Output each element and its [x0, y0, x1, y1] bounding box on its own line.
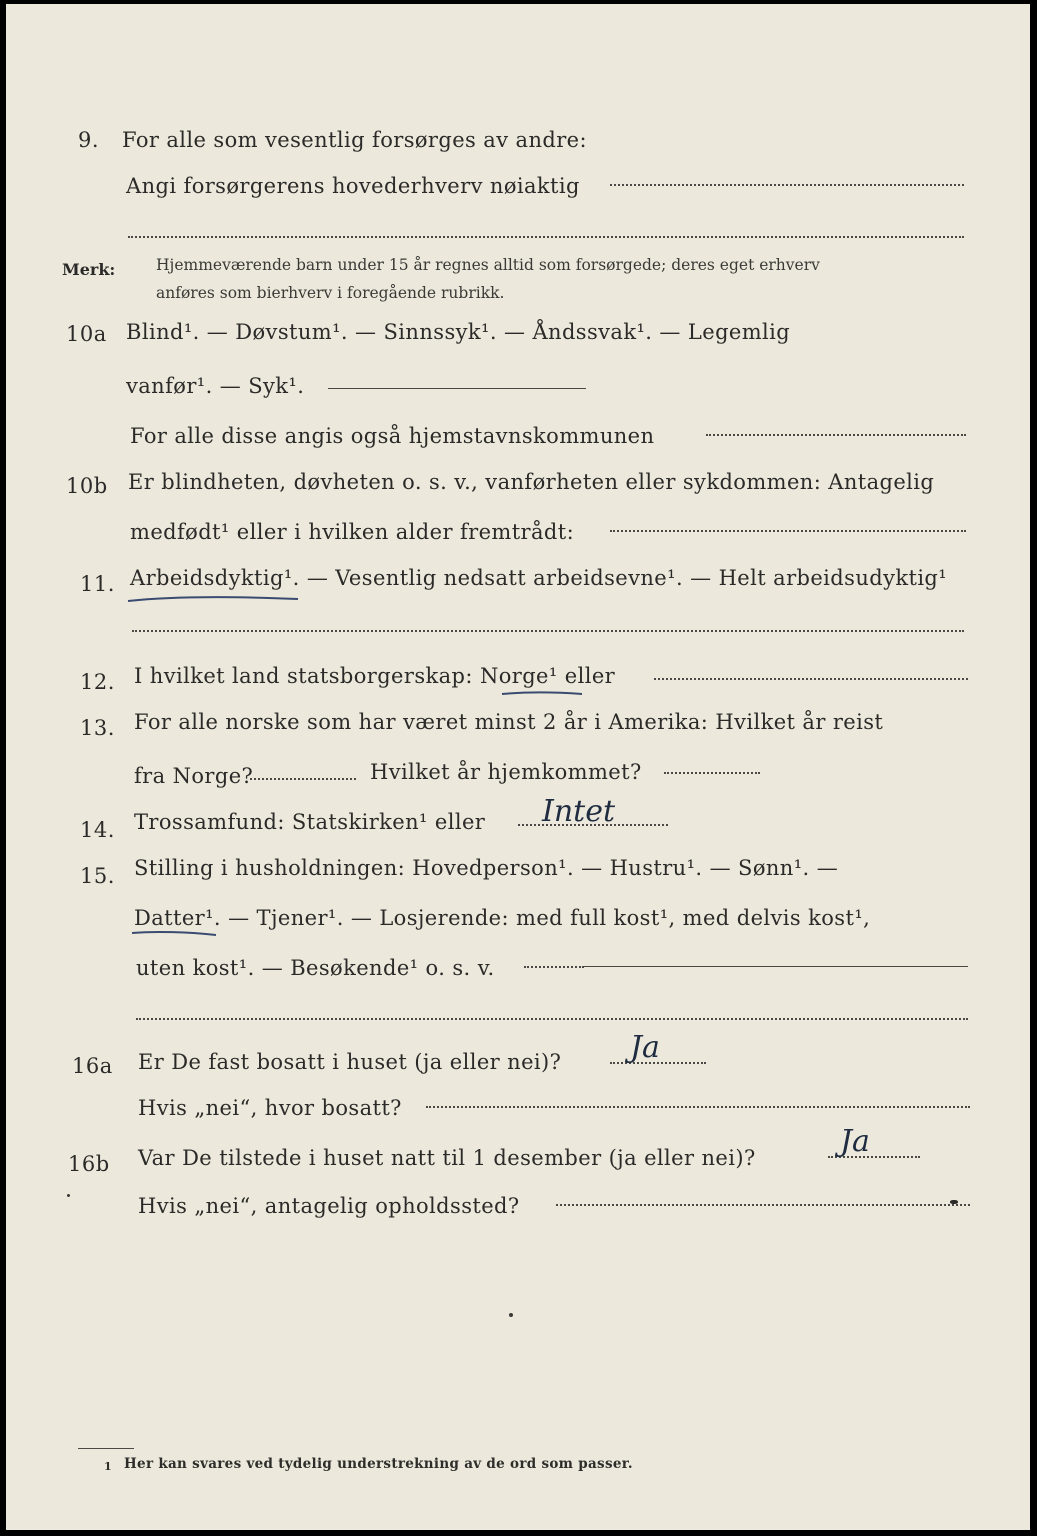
- q16b-whereabouts-field[interactable]: [556, 1204, 970, 1206]
- census-form-page: [6, 4, 1030, 1530]
- q10b-age-field[interactable]: [610, 530, 966, 532]
- q12-question: I hvilket land statsborgerskap:: [134, 664, 473, 688]
- q16a-residence-field[interactable]: [426, 1106, 970, 1108]
- merk-label: Merk:: [62, 260, 116, 279]
- q10a-condition-field[interactable]: [328, 388, 586, 389]
- q10b-number: 10b: [66, 474, 108, 498]
- q16b-text-line1: Var De tilstede i huset natt til 1 desember (ja eller nei)?: [138, 1146, 756, 1170]
- q10a-text-line1: Blind¹. — Døvstum¹. — Sinnssyk¹. — Åndssvak¹. — Legemlig: [126, 320, 791, 344]
- q15-text-line1: Stilling i husholdningen: Hovedperson¹. — Hustru¹. — Sønn¹. —: [134, 856, 839, 880]
- q12-number: 12.: [80, 670, 115, 694]
- q10a-text-line3: For alle disse angis også hjemstavnskommunen: [130, 424, 655, 448]
- q12-option-norge[interactable]: Norge¹: [479, 664, 558, 688]
- q15-status-field-dots[interactable]: [524, 966, 584, 968]
- q10b-text-line1: Er blindheten, døvheten o. s. v., vanførheten eller sykdommen: Antagelig: [128, 470, 935, 494]
- q10a-number: 10a: [66, 322, 107, 346]
- q10b-text-line2: medfødt¹ eller i hvilken alder fremtrådt:: [130, 520, 575, 544]
- q16b-text-line2: Hvis „nei“, antagelig opholdssted?: [138, 1194, 520, 1218]
- q16b-handwritten-answer: Ja: [840, 1124, 870, 1159]
- stray-dot-center: [509, 1313, 513, 1317]
- q15-number: 15.: [80, 864, 115, 888]
- q9-provider-field[interactable]: [610, 184, 964, 186]
- q11-option-arbeidsdyktig[interactable]: Arbeidsdyktig¹: [130, 566, 293, 590]
- q15-line2-rest: . — Tjener¹. — Losjerende: med full kost¹, med delvis kost¹,: [213, 906, 871, 930]
- footnote-text: Her kan svares ved tydelig understrekning av de ord som passer.: [124, 1456, 633, 1472]
- q15-extra-field[interactable]: [136, 1018, 968, 1020]
- q9-provider-label: Angi forsørgerens hovederhverv nøiaktig: [126, 174, 580, 198]
- q16a-number: 16a: [72, 1054, 113, 1078]
- q14-handwritten-answer: Intet: [542, 794, 616, 829]
- q16b-number: 16b: [68, 1152, 110, 1176]
- q13-return-year-field[interactable]: [664, 772, 760, 774]
- q11-text: [130, 566, 947, 590]
- footnote-mark: 1: [104, 1460, 112, 1473]
- q14-number: 14.: [80, 818, 115, 842]
- q13-hjemkommet-label: Hvilket år hjemkommet?: [370, 760, 642, 784]
- q13-number: 13.: [80, 716, 115, 740]
- q11-underline-mark: [126, 592, 302, 606]
- q11-number: 11.: [80, 572, 115, 596]
- q9-text: For alle som vesentlig forsørges av andre:: [122, 128, 587, 152]
- q12-underline-mark: [500, 688, 586, 700]
- ink-blot: [950, 1200, 958, 1204]
- q13-text-line1: For alle norske som har været minst 2 år i Amerika: Hvilket år reist: [134, 710, 884, 734]
- q14-text: Trossamfund: Statskirken¹ eller: [134, 810, 486, 834]
- q15-underline-mark: [130, 928, 220, 940]
- footnote-rule: [78, 1448, 134, 1449]
- q10a-text-line2: vanfør¹. — Syk¹.: [126, 374, 305, 398]
- q9-number: 9.: [78, 128, 100, 152]
- q12-eller: eller: [564, 664, 616, 688]
- q11-extra-field[interactable]: [132, 630, 964, 632]
- q16a-text-line1: Er De fast bosatt i huset (ja eller nei)?: [138, 1050, 562, 1074]
- q12-text: [134, 664, 615, 688]
- q16a-text-line2: Hvis „nei“, hvor bosatt?: [138, 1096, 402, 1120]
- q13-departure-year-field[interactable]: [250, 778, 356, 780]
- merk-text-line2: anføres som bierhverv i foregående rubrikk.: [156, 284, 505, 302]
- q13-reist-label: fra Norge?: [134, 764, 254, 788]
- q15-status-field[interactable]: [584, 966, 968, 967]
- q15-text-line3: uten kost¹. — Besøkende¹ o. s. v.: [136, 956, 495, 980]
- stray-dot-left: [67, 1194, 70, 1197]
- q15-text-line2: [134, 906, 870, 930]
- q16a-handwritten-answer: Ja: [630, 1030, 660, 1065]
- q10a-municipality-field[interactable]: [706, 434, 966, 436]
- q12-country-field[interactable]: [654, 678, 968, 680]
- merk-text-line1: Hjemmeværende barn under 15 år regnes alltid som forsørgede; deres eget erhverv: [156, 256, 820, 274]
- q9-extra-field[interactable]: [128, 236, 964, 238]
- q15-option-datter[interactable]: Datter¹: [134, 906, 214, 930]
- q11-options-rest: . — Vesentlig nedsatt arbeidsevne¹. — Helt arbeidsudyktig¹: [292, 566, 948, 590]
